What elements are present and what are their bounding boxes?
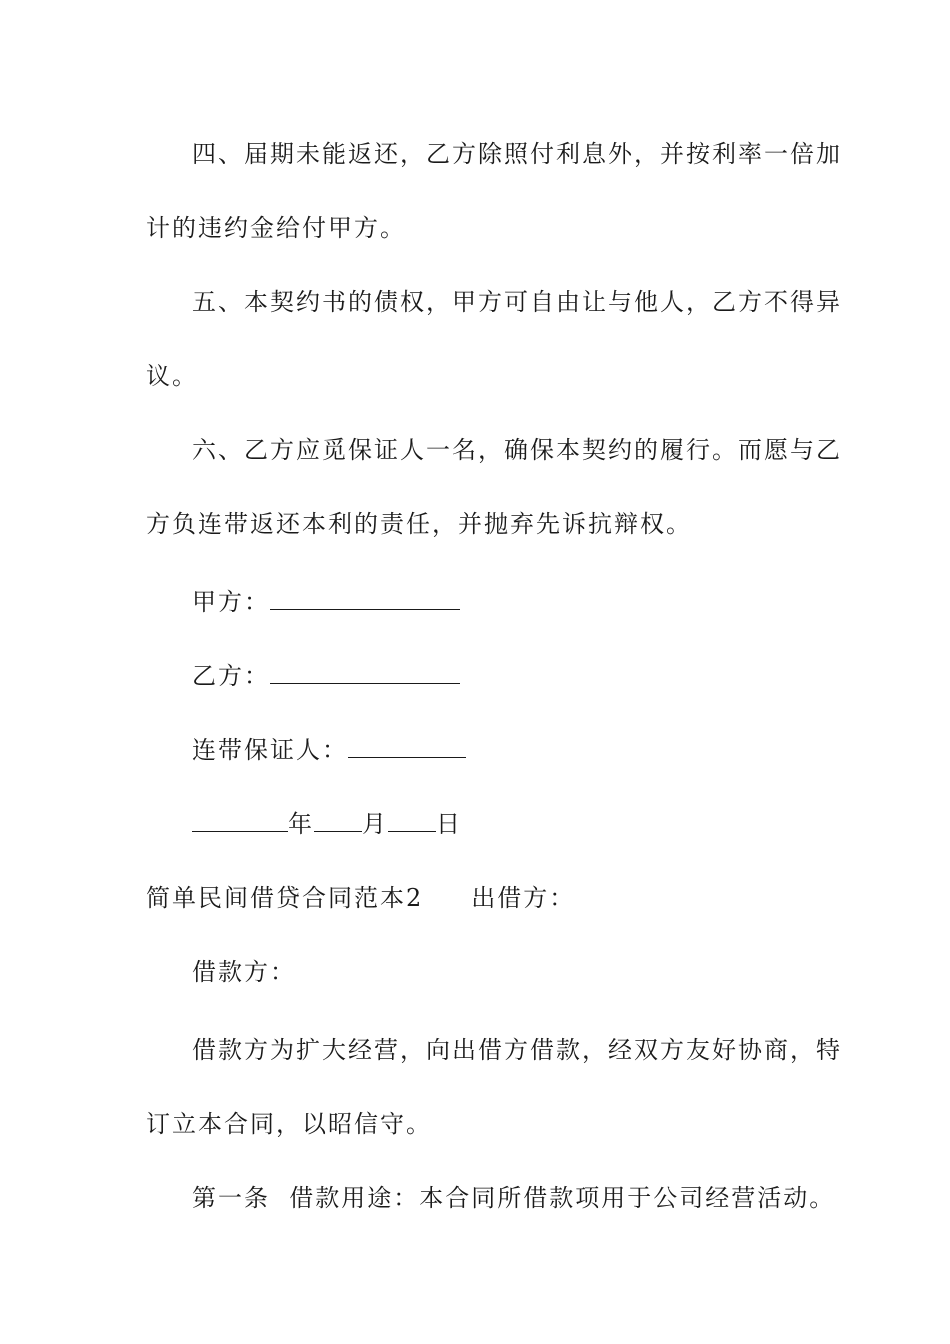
month-blank: [314, 809, 362, 832]
year-blank: [192, 809, 288, 832]
guarantor-signature: [192, 734, 466, 766]
clause-6-line-1: 六、乙方应觅保证人一名，确保本契约的履行。而愿与乙: [192, 436, 842, 464]
year-label: 年: [288, 810, 314, 838]
party-a-signature: [192, 586, 460, 618]
party-b-signature: [192, 660, 460, 692]
preamble-line-1: 借款方为扩大经营，向出借方借款，经双方友好协商，特: [192, 1036, 842, 1064]
party-a-label: 甲方：: [192, 588, 270, 616]
contract-2-title: 简单民间借贷合同范本2: [146, 884, 424, 912]
party-b-blank: [270, 661, 460, 684]
borrower-label: 借款方：: [192, 958, 296, 986]
party-b-label: 乙方：: [192, 662, 270, 690]
month-label: 月: [362, 810, 388, 838]
clause-5-line-2: 议。: [146, 362, 198, 390]
day-blank: [388, 809, 436, 832]
clause-6-line-2: 方负连带返还本利的责任，并抛弃先诉抗辩权。: [146, 510, 692, 538]
clause-5-line-1: 五、本契约书的债权，甲方可自由让与他人，乙方不得异: [192, 288, 842, 316]
preamble-line-2: 订立本合同，以昭信守。: [146, 1110, 432, 1138]
clause-4-line-2: 计的违约金给付甲方。: [146, 214, 406, 242]
guarantor-label: 连带保证人：: [192, 736, 348, 764]
article-1: 第一条 借款用途：本合同所借款项用于公司经营活动。: [192, 1184, 836, 1212]
clause-4-line-1: 四、届期未能返还，乙方除照付利息外，并按利率一倍加: [192, 140, 842, 168]
lender-label: 出借方：: [471, 884, 576, 912]
date-line: [192, 808, 462, 840]
day-label: 日: [436, 810, 462, 838]
guarantor-blank: [348, 735, 466, 758]
contract-2-heading-row: [146, 882, 575, 914]
party-a-blank: [270, 587, 460, 610]
